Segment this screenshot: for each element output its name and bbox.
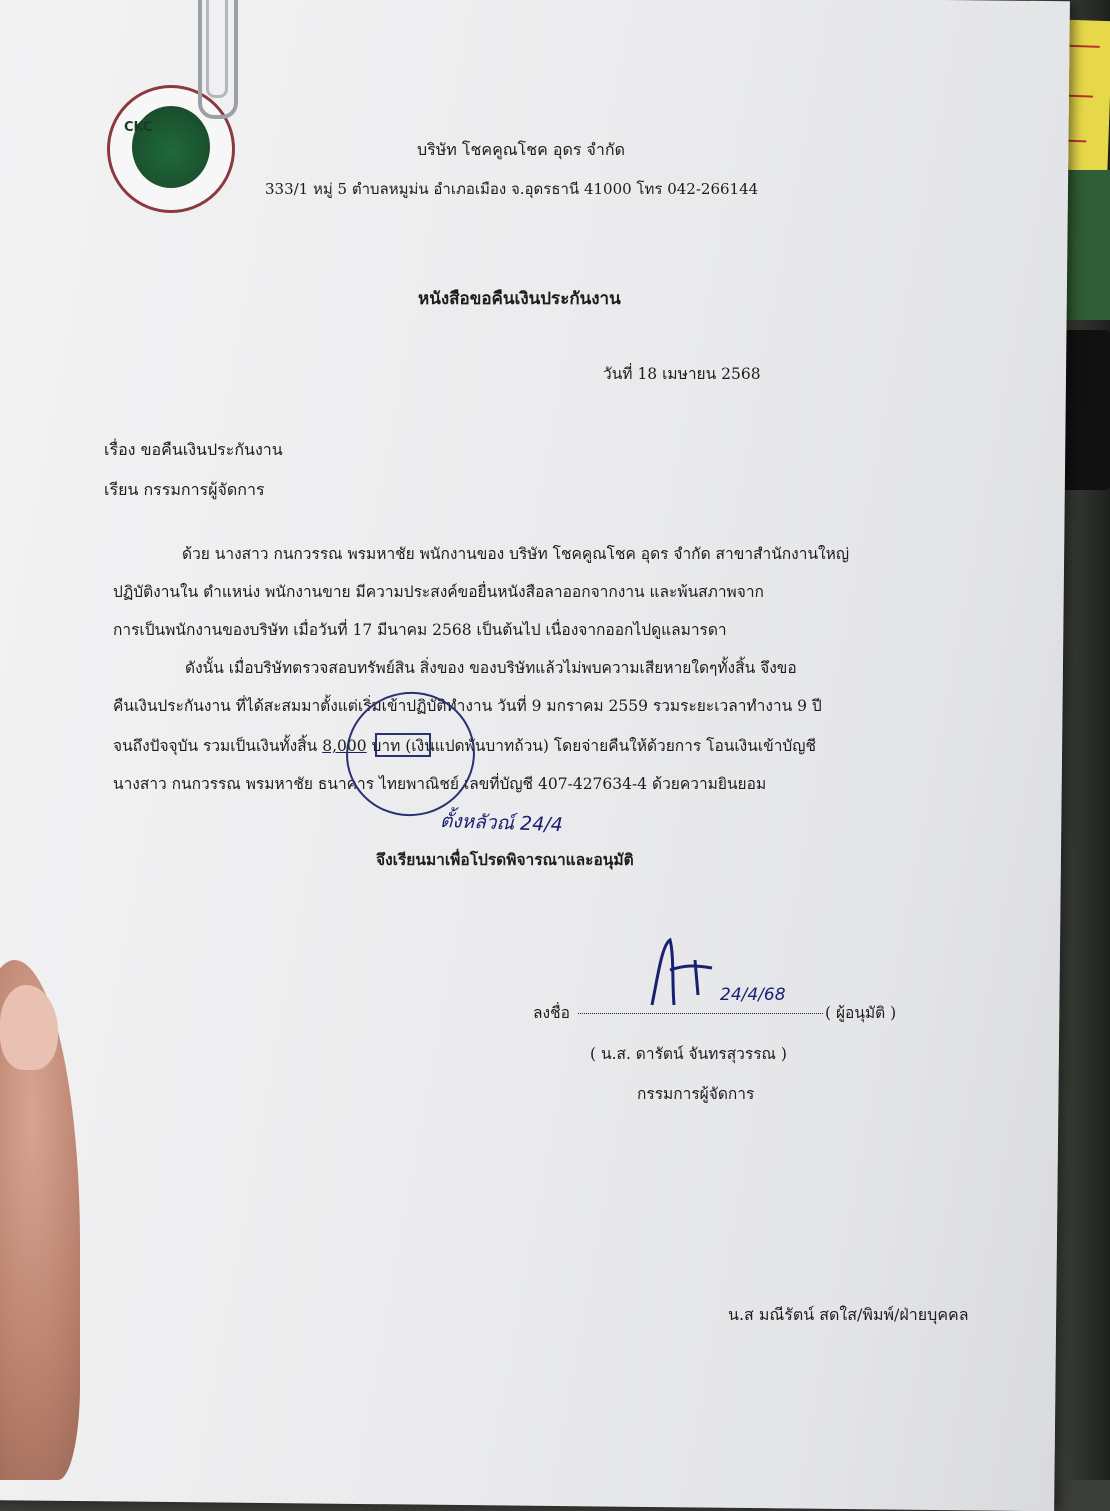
body-line-1: ด้วย นางสาว กนกวรรณ พรมหาชัย พนักงานของ บริษัท โชคคูณโชค อุดร จำกัด สาขาสำนักงานใหญ่ <box>182 545 850 563</box>
refund-amount: 8,000 <box>322 737 367 755</box>
recipient-line: เรียน กรรมการผู้จัดการ <box>104 480 265 499</box>
sign-role: ( ผู้อนุมัติ ) <box>825 1004 897 1022</box>
company-name: บริษัท โชคคูณโชค อุดร จำกัด <box>417 140 625 159</box>
sign-label: ลงชื่อ <box>533 1004 570 1022</box>
handwritten-date: 24/4/68 <box>720 985 786 1005</box>
document-date: วันที่ 18 เมษายน 2568 <box>603 365 761 383</box>
body-line-6-start: จนถึงปัจจุบัน รวมเป็นเงินทั้งสิ้น <box>113 737 318 755</box>
body-line-4: ดังนั้น เมื่อบริษัทตรวจสอบทรัพย์สิน สิ่งของ ของบริษัทแล้วไม่พบความเสียหายใดๆทั้งสิ้น จึงขอ <box>185 659 797 677</box>
subject-line: เรื่อง ขอคืนเงินประกันงาน <box>104 440 283 459</box>
logo-text: CKC <box>124 120 153 135</box>
body-line-2: ปฏิบัติงานใน ตำแหน่ง พนักงานขาย มีความประสงค์ขอยื่นหนังสือลาออกจากงาน และพ้นสภาพจาก <box>113 583 764 601</box>
closing-line: จึงเรียนมาเพื่อโปรดพิจารณาและอนุมัติ <box>376 850 634 869</box>
signer-name: ( น.ส. ดารัตน์ จันทรสุวรรณ ) <box>590 1045 787 1063</box>
body-line-5: คืนเงินประกันงาน ที่ได้สะสมมาตั้งแต่เริ่มเข้าปฏิบัติทำงาน วันที่ 9 มกราคม 2559 รวมระยะเวลาทำงาน 9 ปี <box>113 697 822 715</box>
signature-line <box>578 1013 823 1014</box>
body-line-3: การเป็นพนักงานของบริษัท เมื่อวันที่ 17 มีนาคม 2568 เป็นต้นไป เนื่องจากออกไปดูแลมารดา <box>113 621 727 639</box>
body-line-7: นางสาว กนกวรรณ พรมหาชัย ธนาคาร ไทยพาณิชย์ เลขที่บัญชี 407-427634-4 ด้วยความยินยอม <box>113 775 767 793</box>
paperclip-inner-icon <box>206 0 228 98</box>
company-address: 333/1 หมู่ 5 ตำบลหมูม่น อำเภอเมือง จ.อุดรธานี 41000 โทร 042-266144 <box>265 180 759 198</box>
body-line-6-end: บาท (เงินแปดพันบาทถ้วน) โดยจ่ายคืนให้ด้วยการ โอนเงินเข้าบัญชี <box>371 737 816 755</box>
footer-prepared-by: น.ส มณีรัตน์ สดใส/พิมพ์/ฝ่ายบุคคล <box>728 1305 969 1324</box>
document-title: หนังสือขอคืนเงินประกันงาน <box>418 289 621 309</box>
signature-icon <box>640 935 720 1010</box>
handwritten-note: ตั้งหลัวณ์ 24/4 <box>439 809 564 837</box>
signer-title: กรรมการผู้จัดการ <box>637 1085 755 1103</box>
swan-emblem-icon <box>132 106 210 188</box>
